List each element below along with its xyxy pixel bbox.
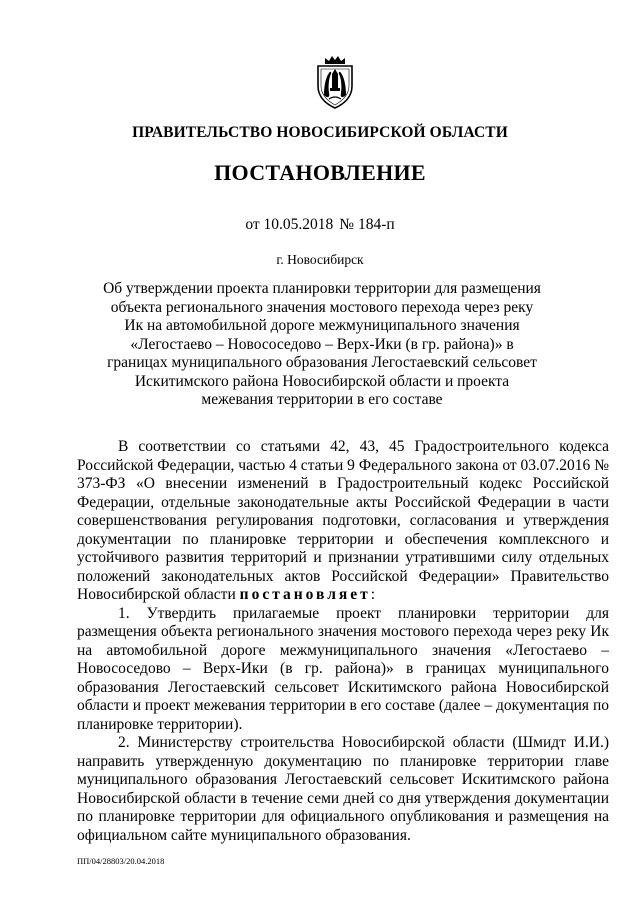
document-body (77, 438, 609, 845)
footer-reference: ПП/04/28803/20.04.2018 (77, 856, 165, 866)
resolves-punct: : (370, 586, 376, 603)
coat-of-arms-icon (313, 55, 357, 109)
document-subject: Об утверждении проекта планировки территории для размещения объекта регионального значения мостового перехода через реку Ик на автомобильной дороге межмуниципального значения «Легостаево – Новососедово – Верх-Ики (в гр. района)» в границах муниципального образования Легостаевский сельсовет Искитимского района Новосибирской области и проекта межевания территории в его составе (103, 280, 541, 408)
document-city: г. Новосибирск (276, 252, 364, 267)
item-2-paragraph: 2. Министерству строительства Новосибирской области (Шмидт И.И.) направить утвержденную документацию по планировке территории главе муниципального образования Легостаевский сельсовет Искитимского района Новосибирской области в течение семи дней со дня утверждения документации по планировке территории для официального опубликования и размещения на официальном сайте муниципального образования. (77, 734, 609, 844)
resolves-word: постановляет (239, 586, 371, 603)
document-number: № 184-п (339, 216, 395, 233)
document-type: ПОСТАНОВЛЕНИЕ (214, 160, 426, 185)
preamble-paragraph (77, 438, 609, 605)
item-1-paragraph: 1. Утвердить прилагаемые проект планировки территории для размещения объекта регионального значения мостового перехода через реку Ик на автомобильной дороге межмуниципального значения «Легостаево – Новососедово – Верх-Ики (в гр. района)» в границах муниципального образования Легостаевский сельсовет Искитимского района Новосибирской области и проект межевания территории в его составе (далее – документация по планировке территории). (77, 604, 609, 733)
document-date: от 10.05.2018 (245, 216, 334, 233)
preamble-text: В соответствии со статьями 42, 43, 45 Градостроительного кодекса Российской Федерации, частью 4 статьи 9 Федерального закона от 03.07.2016 № 373-ФЗ «О внесении изменений в Градостроительный кодекс Российской Федерации, отдельные законодательные акты Российской Федерации в части совершенствования регулирования подготовки, согласования и утверждения документации по планировке территории и обеспечения комплексного и устойчивого развития территорий и признании утратившими силу отдельных положений законодательных актов Российской Федерации» Правительство Новосибирской области (77, 438, 609, 603)
document-date-number (0, 216, 640, 234)
organization-name: ПРАВИТЕЛЬСТВО НОВОСИБИРСКОЙ ОБЛАСТИ (132, 124, 508, 141)
